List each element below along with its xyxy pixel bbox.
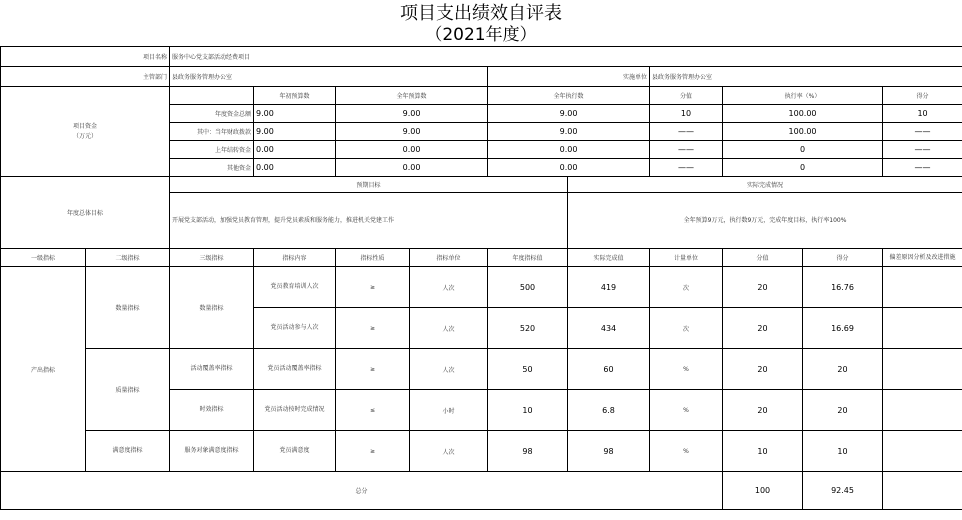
funds-header-executed: 全年执行数 bbox=[488, 87, 650, 105]
indicator-nature: ≥ bbox=[336, 349, 410, 390]
indicator-unit: 人次 bbox=[410, 308, 488, 349]
indicator-header-score: 得分 bbox=[803, 249, 883, 267]
department-value: 县政务服务管理办公室 bbox=[170, 67, 488, 87]
indicator-target: 50 bbox=[488, 349, 568, 390]
indicator-content: 党员教育培训人次 bbox=[254, 267, 336, 308]
funds-section-label: 项目资金 （万元） bbox=[1, 87, 170, 177]
total-row bbox=[1, 472, 962, 510]
indicator-nature: ≤ bbox=[336, 390, 410, 431]
indicator-nature: ≥ bbox=[336, 431, 410, 472]
indicator-row bbox=[1, 431, 962, 472]
indicator-target: 520 bbox=[488, 308, 568, 349]
indicator-header-l1: 一级指标 bbox=[1, 249, 86, 267]
indicator-target: 10 bbox=[488, 390, 568, 431]
indicator-note bbox=[883, 349, 962, 390]
indicator-score: 10 bbox=[803, 431, 883, 472]
goals-header-row bbox=[1, 177, 962, 193]
indicator-score: 20 bbox=[803, 349, 883, 390]
funds-rate: 100.00 bbox=[723, 123, 883, 141]
funds-initial: 9.00 bbox=[254, 105, 336, 123]
funds-score: 10 bbox=[883, 105, 962, 123]
total-weight: 100 bbox=[723, 472, 803, 510]
indicator-header-row bbox=[1, 249, 962, 267]
department-label: 主管部门 bbox=[1, 67, 170, 87]
indicator-nature: ≥ bbox=[336, 308, 410, 349]
indicator-target: 500 bbox=[488, 267, 568, 308]
funds-initial: 9.00 bbox=[254, 123, 336, 141]
funds-weight: 10 bbox=[650, 105, 723, 123]
report-year: （2021年度） bbox=[425, 25, 537, 45]
funds-annual: 9.00 bbox=[336, 123, 488, 141]
funds-weight: —— bbox=[650, 159, 723, 177]
indicator-content: 党员活动按时完成情况 bbox=[254, 390, 336, 431]
funds-executed: 9.00 bbox=[488, 105, 650, 123]
indicator-note bbox=[883, 267, 962, 308]
indicator-unit: 人次 bbox=[410, 431, 488, 472]
indicator-content: 党员活动参与人次 bbox=[254, 308, 336, 349]
indicator-header-nature: 指标性质 bbox=[336, 249, 410, 267]
indicator-weight: 20 bbox=[723, 267, 803, 308]
indicator-actual: 419 bbox=[568, 267, 650, 308]
total-note bbox=[883, 472, 962, 510]
indicator-content: 党员满意度 bbox=[254, 431, 336, 472]
indicator-measure: % bbox=[650, 390, 723, 431]
implementing-unit-value: 县政务服务管理办公室 bbox=[650, 67, 962, 87]
funds-annual: 0.00 bbox=[336, 141, 488, 159]
funds-header-row bbox=[1, 87, 962, 105]
indicator-measure: % bbox=[650, 349, 723, 390]
indicator-note bbox=[883, 308, 962, 349]
indicator-header-l3: 三级指标 bbox=[170, 249, 254, 267]
funds-annual: 0.00 bbox=[336, 159, 488, 177]
indicator-level3: 活动覆盖率指标 bbox=[170, 349, 254, 390]
indicator-note bbox=[883, 390, 962, 431]
department-row bbox=[1, 67, 962, 87]
indicator-note bbox=[883, 431, 962, 472]
funds-score: —— bbox=[883, 159, 962, 177]
total-label: 总分 bbox=[1, 472, 723, 510]
funds-rate: 100.00 bbox=[723, 105, 883, 123]
indicator-header-measure: 计量单位 bbox=[650, 249, 723, 267]
funds-rate: 0 bbox=[723, 141, 883, 159]
goals-expected-header: 预期目标 bbox=[170, 177, 568, 193]
indicator-score: 16.76 bbox=[803, 267, 883, 308]
indicator-score: 20 bbox=[803, 390, 883, 431]
funds-header-rate: 执行率（%） bbox=[723, 87, 883, 105]
goals-actual-header: 实际完成情况 bbox=[568, 177, 962, 193]
total-score: 92.45 bbox=[803, 472, 883, 510]
indicator-actual: 98 bbox=[568, 431, 650, 472]
indicator-unit: 小时 bbox=[410, 390, 488, 431]
indicator-level2: 质量指标 bbox=[86, 349, 170, 431]
indicator-target: 98 bbox=[488, 431, 568, 472]
goals-actual-text: 全年预算9万元，执行数9万元，完成年度目标，执行率100% bbox=[568, 193, 962, 249]
funds-header-weight: 分值 bbox=[650, 87, 723, 105]
funds-weight: —— bbox=[650, 123, 723, 141]
funds-rate: 0 bbox=[723, 159, 883, 177]
indicator-weight: 10 bbox=[723, 431, 803, 472]
indicator-header-note: 偏差原因分析及改进措施 bbox=[883, 249, 962, 267]
indicator-weight: 20 bbox=[723, 390, 803, 431]
project-name-label: 项目名称 bbox=[1, 47, 170, 67]
funds-score: —— bbox=[883, 123, 962, 141]
funds-header-annual: 全年预算数 bbox=[336, 87, 488, 105]
indicator-level1: 产出指标 bbox=[1, 267, 86, 472]
indicator-level2: 数量指标 bbox=[86, 267, 170, 349]
indicator-level3: 数量指标 bbox=[170, 267, 254, 349]
funds-row-label: 上年结转资金 bbox=[170, 141, 254, 159]
funds-weight: —— bbox=[650, 141, 723, 159]
indicator-actual: 6.8 bbox=[568, 390, 650, 431]
indicator-actual: 434 bbox=[568, 308, 650, 349]
funds-initial: 0.00 bbox=[254, 159, 336, 177]
indicator-row bbox=[1, 267, 962, 308]
indicator-row bbox=[1, 349, 962, 390]
evaluation-table bbox=[0, 46, 962, 510]
project-name-value: 服务中心党支部活动经费项目 bbox=[170, 47, 962, 67]
indicator-level3: 时效指标 bbox=[170, 390, 254, 431]
indicator-nature: ≥ bbox=[336, 267, 410, 308]
funds-initial: 0.00 bbox=[254, 141, 336, 159]
indicator-header-content: 指标内容 bbox=[254, 249, 336, 267]
funds-row-label: 其中：当年财政拨款 bbox=[170, 123, 254, 141]
indicator-weight: 20 bbox=[723, 349, 803, 390]
indicator-weight: 20 bbox=[723, 308, 803, 349]
indicator-measure: % bbox=[650, 431, 723, 472]
funds-row-header-blank bbox=[170, 87, 254, 105]
report-title: 项目支出绩效自评表 bbox=[400, 3, 562, 24]
indicator-header-l2: 二级指标 bbox=[86, 249, 170, 267]
funds-score: —— bbox=[883, 141, 962, 159]
indicator-level3: 服务对象满意度指标 bbox=[170, 431, 254, 472]
goals-section-label: 年度总体目标 bbox=[1, 177, 170, 249]
indicator-header-actual: 实际完成值 bbox=[568, 249, 650, 267]
funds-header-score: 得分 bbox=[883, 87, 962, 105]
indicator-actual: 60 bbox=[568, 349, 650, 390]
funds-executed: 0.00 bbox=[488, 141, 650, 159]
indicator-content: 党员活动覆盖率指标 bbox=[254, 349, 336, 390]
indicator-level2: 满意度指标 bbox=[86, 431, 170, 472]
indicator-unit: 人次 bbox=[410, 267, 488, 308]
goals-expected-text: 开展党支部活动，加强党员教育管理，提升党员素质和服务能力，推进机关党建工作 bbox=[170, 193, 568, 249]
indicator-header-unit: 指标单位 bbox=[410, 249, 488, 267]
funds-row-label: 其他资金 bbox=[170, 159, 254, 177]
funds-executed: 0.00 bbox=[488, 159, 650, 177]
indicator-score: 16.69 bbox=[803, 308, 883, 349]
indicator-measure: 次 bbox=[650, 267, 723, 308]
indicator-header-target: 年度指标值 bbox=[488, 249, 568, 267]
indicator-measure: 次 bbox=[650, 308, 723, 349]
funds-row-label: 年度资金总额 bbox=[170, 105, 254, 123]
funds-executed: 9.00 bbox=[488, 123, 650, 141]
funds-annual: 9.00 bbox=[336, 105, 488, 123]
report-title-block bbox=[0, 0, 962, 47]
funds-header-initial: 年初预算数 bbox=[254, 87, 336, 105]
implementing-unit-label: 实施单位 bbox=[488, 67, 650, 87]
project-name-row bbox=[1, 47, 962, 67]
indicator-unit: 人次 bbox=[410, 349, 488, 390]
indicator-header-weight: 分值 bbox=[723, 249, 803, 267]
